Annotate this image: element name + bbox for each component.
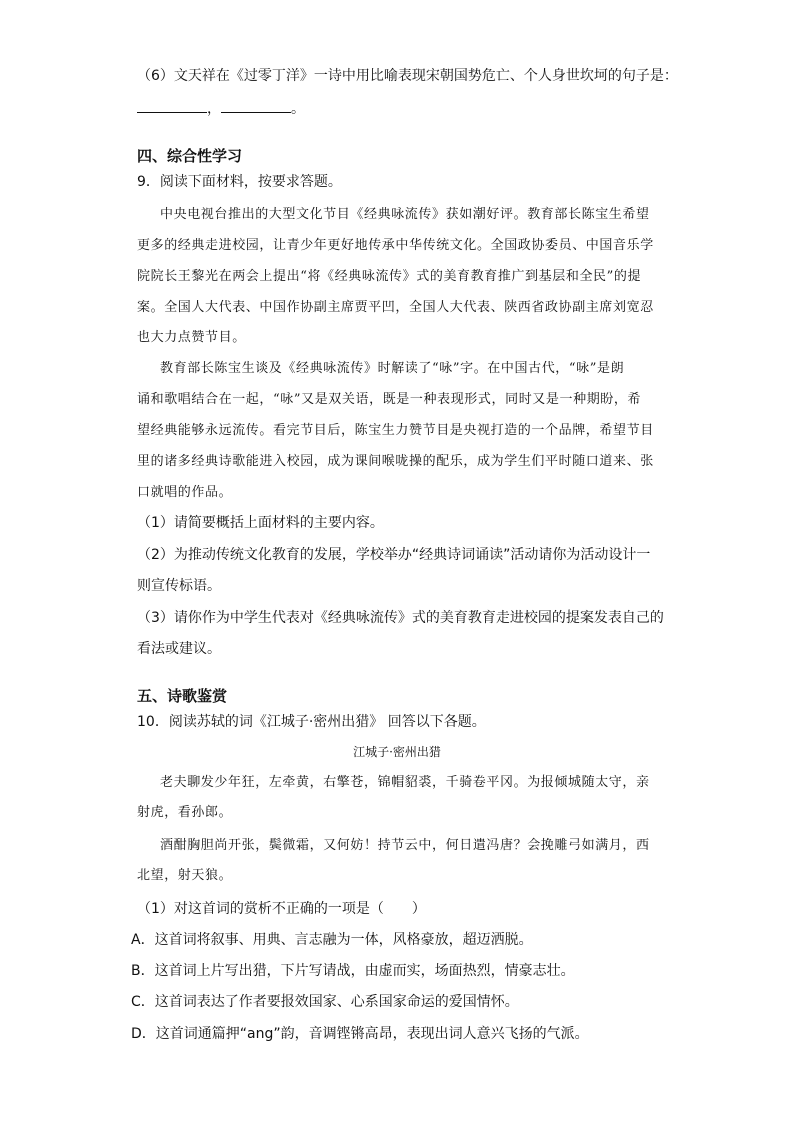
passage-line: 中央电视台推出的大型文化节目《经典咏流传》获如潮好评。教育部长陈宝生希望 — [160, 207, 650, 222]
option-b[interactable]: B．这首词上片写出猎，下片写请战，由虚而实，场面热烈，情豪志壮。 — [131, 963, 575, 979]
answer-blank-2[interactable] — [221, 98, 291, 113]
passage-line: 教育部长陈宝生谈及《经典咏流传》时解读了“咏”字。在中国古代，“咏”是朗 — [160, 361, 625, 376]
poem-line: 老夫聊发少年狂，左牵黄，右擎苍，锦帽貂裘，千骑卷平冈。为报倾城随太守，亲 — [160, 775, 650, 790]
answer-blank-1[interactable] — [137, 98, 207, 113]
q9-sub2-line2: 则宣传标语。 — [137, 578, 221, 594]
q10-sub1: （1）对这首词的赏析不正确的一项是（ ） — [137, 901, 426, 917]
option-d[interactable]: D．这首词通篇押“ang”韵，音调铿锵高昂，表现出词人意兴飞扬的气派。 — [131, 1026, 589, 1042]
q9-sub1: （1）请简要概括上面材料的主要内容。 — [137, 515, 384, 531]
section4-heading: 四、综合性学习 — [137, 147, 243, 165]
passage-line: 更多的经典走进校园，让青少年更好地传承中华传统文化。全国政协委员、中国音乐学 — [137, 238, 654, 253]
passage-line: 望经典能够永远流传。看完节目后，陈宝生力赞节目是央视打造的一个品牌，希望节目 — [137, 423, 654, 438]
poem-title: 江城子·密州出猎 — [353, 745, 441, 759]
passage-line: 诵和歌唱结合在一起，“咏”又是双关语，既是一种表现形式，同时又是一种期盼，希 — [137, 392, 642, 407]
q9-sub3-line1: （3）请你作为中学生代表对《经典咏流传》式的美育教育走进校园的提案发表自己的 — [137, 610, 664, 626]
poem-line: 酒酣胸胆尚开张，鬓微霜，又何妨！持节云中，何日遣冯唐？会挽雕弓如满月，西 — [160, 838, 650, 853]
q9-sub3-line2: 看法或建议。 — [137, 641, 221, 657]
passage-line: 院院长王黎光在两会上提出“将《经典咏流传》式的美育教育推广到基层和全民”的提 — [137, 269, 642, 284]
q9-stem: 9．阅读下面材料，按要求答题。 — [137, 174, 342, 190]
q8-item6-answers — [137, 98, 305, 119]
section5-heading: 五、诗歌鉴赏 — [137, 687, 228, 705]
passage-line: 案。全国人大代表、中国作协副主席贾平凹，全国人大代表、陕西省政协副主席刘宽忍 — [137, 300, 654, 315]
option-a[interactable]: A．这首词将叙事、用典、言志融为一体，风格豪放，超迈洒脱。 — [131, 932, 533, 948]
poem-line: 射虎，看孙郎。 — [137, 805, 233, 820]
blank-end: 。 — [291, 101, 305, 117]
q9-sub2-line1: （2）为推动传统文化教育的发展，学校举办“经典诗词诵读”活动请你为活动设计一 — [137, 547, 651, 563]
passage-line: 口就唱的作品。 — [137, 485, 233, 500]
blank-separator: ， — [207, 101, 221, 117]
q8-item6-text: （6）文天祥在《过零丁洋》一诗中用比喻表现宋朝国势危亡、个人身世坎坷的句子是： — [137, 68, 678, 84]
q10-stem: 10．阅读苏轼的词《江城子·密州出猎》 回答以下各题。 — [137, 714, 486, 730]
passage-line: 也大力点赞节目。 — [137, 330, 246, 345]
poem-line: 北望，射天狼。 — [137, 868, 233, 883]
option-c[interactable]: C．这首词表达了作者要报效国家、心系国家命运的爱国情怀。 — [131, 994, 519, 1010]
passage-line: 里的诸多经典诗歌能进入校园，成为课间喉咙操的配乐，成为学生们平时随口道来、张 — [137, 454, 654, 469]
